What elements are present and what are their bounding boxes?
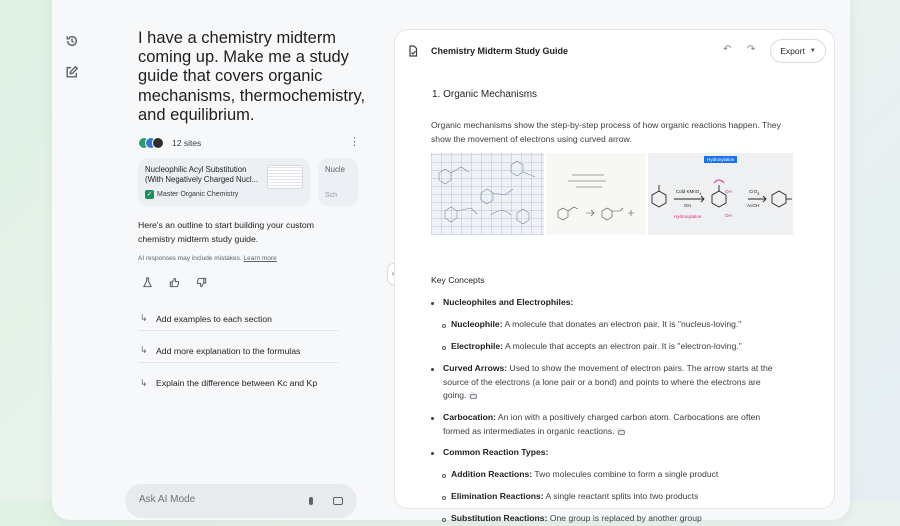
user-prompt: I have a chemistry midterm coming up. Make me a study guide that covers organic mechanisms, thermochemistry, and equilibrium.	[138, 29, 366, 124]
list-item	[443, 296, 793, 310]
list-item	[451, 468, 801, 482]
export-label: Export	[780, 46, 805, 56]
more-options-icon[interactable]: ⋮	[349, 136, 360, 148]
chat-column	[138, 0, 368, 500]
sub-bullet	[442, 346, 446, 350]
source-card-site-name: Master Organic Chemistry	[157, 191, 239, 198]
source-card-title: Nucle	[325, 165, 345, 174]
term: Substitution Reactions:	[451, 513, 548, 523]
list-item	[451, 318, 801, 332]
suggestion-item[interactable]	[138, 339, 338, 363]
source-thumbnail	[267, 165, 303, 189]
suggestion-item[interactable]	[138, 371, 338, 395]
term: Elimination Reactions:	[451, 491, 544, 501]
feedback-actions	[142, 277, 207, 288]
panel-title: Chemistry Midterm Study Guide	[431, 46, 569, 56]
ai-disclaimer	[138, 255, 277, 262]
panel-toggle-button[interactable]: ›	[387, 263, 399, 285]
suggestion-item[interactable]	[138, 307, 338, 331]
source-card[interactable]	[138, 158, 310, 206]
link-icon[interactable]	[468, 392, 477, 399]
chevron-down-icon: ▼	[809, 48, 816, 54]
source-card[interactable]	[318, 158, 358, 206]
sub-bullet	[442, 474, 446, 478]
thumbs-down-icon[interactable]	[196, 277, 207, 288]
term: Curved Arrows:	[443, 363, 508, 373]
reply-arrow-icon: ↳	[140, 377, 148, 388]
list-item	[443, 411, 781, 438]
list-item	[443, 446, 793, 460]
link-icon[interactable]	[616, 428, 625, 435]
term: Nucleophile:	[451, 319, 503, 329]
panel-header	[395, 30, 834, 72]
definition: A molecule that accepts an electron pair. It is "electron-loving."	[503, 341, 742, 351]
sub-bullet	[442, 496, 446, 500]
definition: A single reactant splits into two products	[543, 491, 699, 501]
reagent-label: Cold KMnO$_4$	[676, 189, 702, 196]
section-intro: Organic mechanisms show the step-by-step process of how organic reactions happen. They show the movement of electrons using curved arrow.	[431, 120, 781, 144]
section-heading: 1. Organic Mechanisms	[432, 89, 538, 100]
sites-count: 12 sites	[172, 138, 202, 148]
source-card-site-name: Sch	[325, 192, 338, 199]
list-item	[451, 512, 801, 526]
definition: An ion with a positively charged carbon atom. Carbocations are often formed as intermediates in organic reactions.	[443, 412, 761, 436]
thumbs-up-icon[interactable]	[169, 277, 180, 288]
export-button[interactable]	[770, 39, 826, 63]
bullet	[431, 302, 434, 305]
term: Carbocation:	[443, 412, 496, 422]
key-concepts-heading: Key Concepts	[431, 275, 485, 285]
reagent-label: CrO$_3$	[749, 189, 760, 196]
disclaimer-text: AI responses may include mistakes.	[138, 255, 242, 262]
source-favicons	[138, 137, 168, 149]
sub-bullet	[442, 518, 446, 522]
flask-icon[interactable]	[142, 277, 153, 288]
document-icon	[407, 45, 419, 57]
list-item	[451, 490, 801, 504]
suggestion-label: Add more explanation to the formulas	[156, 345, 301, 356]
check-icon: ✓	[146, 191, 153, 198]
bullet	[431, 452, 434, 455]
source-card-site	[145, 190, 238, 199]
reply-arrow-icon: ↳	[140, 313, 148, 323]
term: Electrophile:	[451, 341, 504, 351]
source-card-title: Nucleophilic Acyl Substitution (With Negatively Charged Nucl...	[145, 165, 259, 184]
definition: One group is replaced by another group	[547, 513, 702, 523]
redo-icon[interactable]: ↷	[747, 44, 756, 55]
sub-bullet	[442, 324, 446, 328]
edit-icon[interactable]	[65, 65, 79, 79]
panel-body	[395, 72, 834, 523]
suggestion-label: Add examples to each section	[156, 313, 272, 324]
undo-icon[interactable]: ↶	[723, 44, 732, 55]
definition: Two molecules combine to form a single product	[532, 469, 719, 479]
reagent-label: AcOH	[747, 203, 760, 208]
bullet	[431, 368, 434, 371]
suggestion-label: Explain the difference between Kc and Kp	[156, 378, 318, 388]
learn-more-link[interactable]: Learn more	[243, 255, 277, 262]
camera-icon[interactable]	[333, 497, 343, 505]
image-strip	[431, 153, 793, 235]
term: Addition Reactions:	[451, 469, 533, 479]
mic-icon[interactable]	[309, 497, 313, 505]
term: Nucleophiles and Electrophiles:	[443, 297, 574, 307]
definition: A molecule that donates an electron pair. It is "nucleus-loving."	[502, 319, 742, 329]
reply-arrow-icon: ↳	[140, 345, 148, 355]
handwritten-notes-image[interactable]	[546, 153, 646, 235]
reagent-label: OH	[684, 203, 691, 208]
study-guide-panel	[394, 29, 835, 523]
sources-row[interactable]	[138, 136, 360, 150]
history-icon[interactable]	[65, 34, 79, 48]
definition: Used to show the movement of electron pairs. The arrow starts at the source of the electrons (a lone pair or a bond) and points to where the electrons are going.	[443, 363, 773, 400]
term: Common Reaction Types:	[443, 447, 549, 457]
ask-placeholder: Ask AI Mode	[139, 494, 196, 505]
list-item	[443, 362, 781, 403]
left-rail	[52, 0, 92, 500]
list-item	[451, 340, 801, 354]
favicon-icon	[152, 137, 164, 149]
reagent-label: Hydroxylation	[674, 214, 702, 219]
bullet	[431, 417, 434, 420]
response-intro: Here's an outline to start building your custom chemistry midterm study guide.	[138, 220, 314, 244]
mechanism-image[interactable]	[431, 153, 544, 235]
reagent-label: OH	[725, 213, 732, 218]
reagent-label: OH	[725, 189, 732, 194]
reaction-diagram-image[interactable]	[648, 153, 793, 235]
ask-input[interactable]	[125, 484, 357, 518]
image-badge: Hydroxylation	[704, 156, 737, 163]
